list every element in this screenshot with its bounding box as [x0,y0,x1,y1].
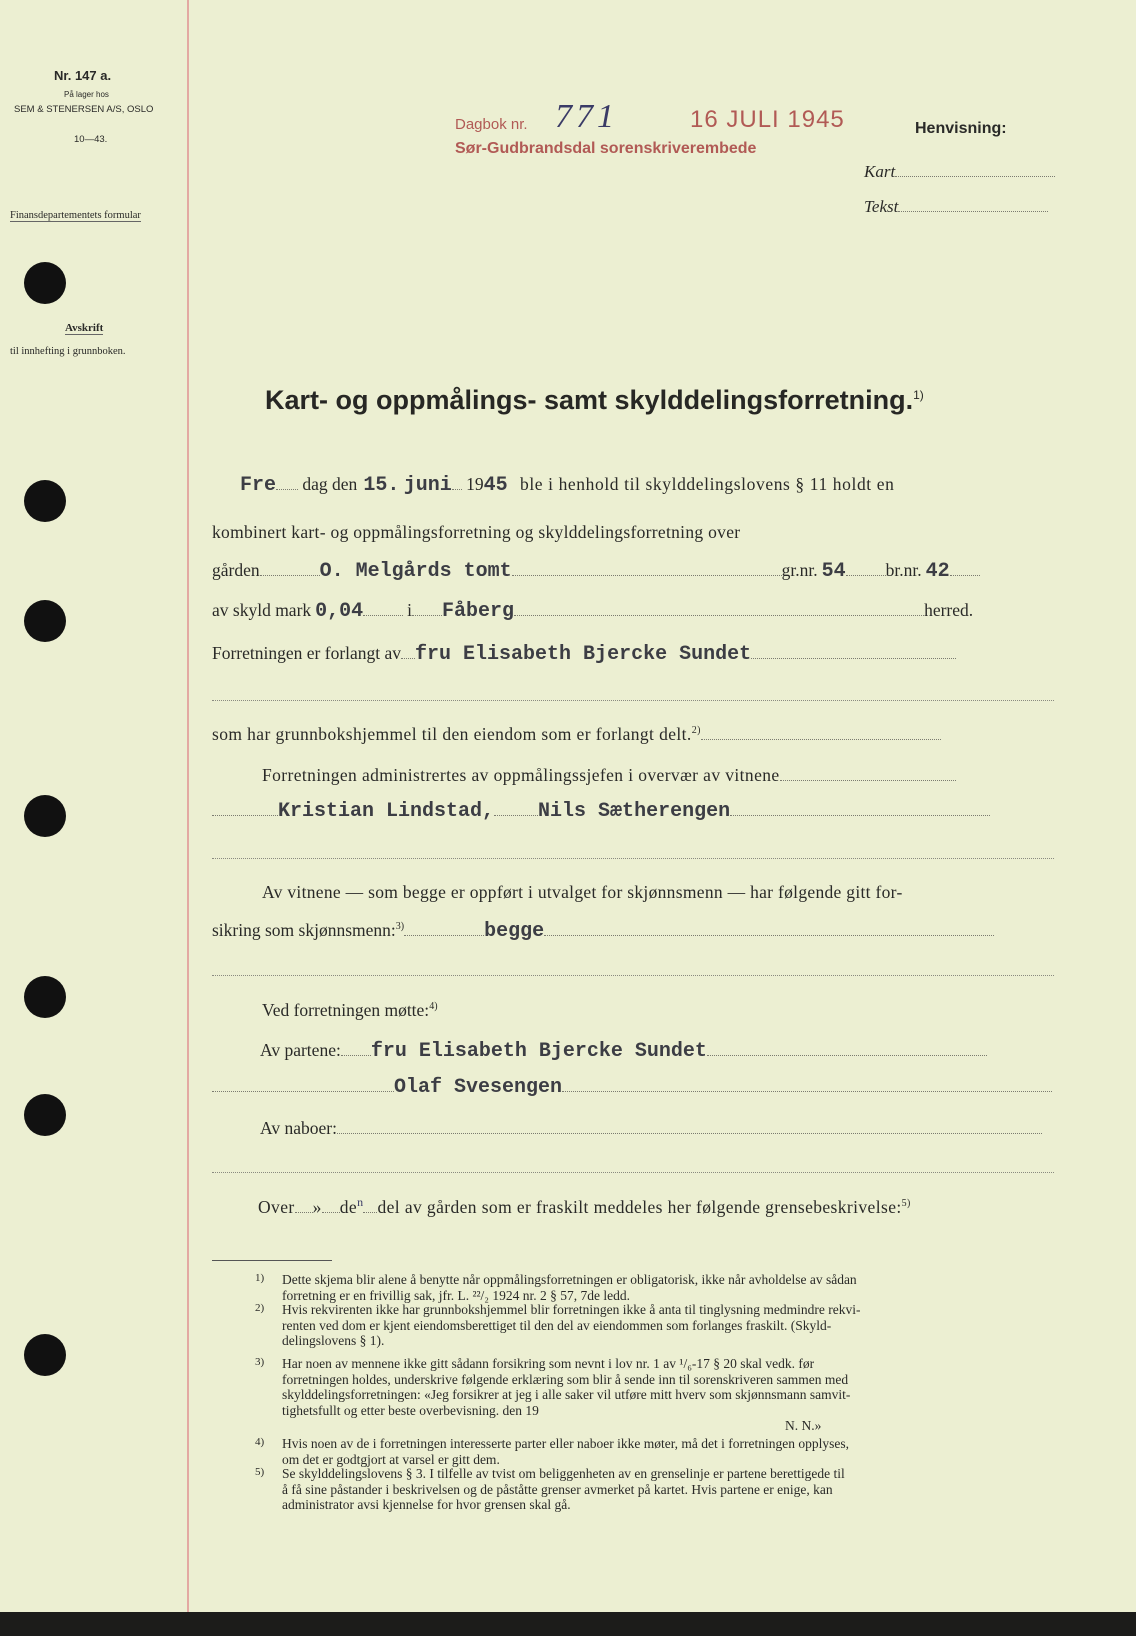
witness-2: Nils Sætherengen [538,800,731,823]
ministry-label: Finansdepartementets formular [10,210,141,221]
footnote-line: om det er godtgjort at varsel er gitt dem. [282,1451,500,1467]
punch-hole-icon [24,600,66,642]
intro-line: kombinert kart- og oppmålingsforretning og skylddelingsforretning over [212,522,741,542]
vitner-value: begge [484,920,545,943]
dagbok-number: 771 [555,98,618,135]
punch-hole-icon [24,795,66,837]
blank-line [212,1172,1054,1173]
date-day: 15. [363,474,400,497]
vitner-line-1: Av vitnene — som begge er oppført i utvalget for skjønnsmenn — har følgende gitt for- [262,882,903,902]
form-date-code: 10—43. [74,134,108,145]
date-month: juni [403,474,452,497]
footnote-mark: 5) [255,1466,265,1478]
footnote-line: Se skylddelingslovens § 3. I tilfelle av tvist om beliggenheten av en grenselinje er partene berettigede til [282,1466,845,1481]
punch-hole-icon [24,1334,66,1376]
title-note: 1) [913,388,924,402]
vitner-line-2: sikring som skjønnsmenn:$^{3)}$ begge [212,920,994,943]
herred-value: Fåberg [442,600,515,623]
day-prefix: Fre [240,474,277,497]
footnote-line: forretningen holdes, underskrive følgende erklæring som blir å sende inn til sorenskriveren sammen med [282,1371,849,1387]
witness-1: Kristian Lindstad, [278,800,495,823]
dagbok-label: Dagbok nr. [455,116,528,133]
footnote-line: å få sine påstander i beskrivelsen og de påståtte grenser avmerket på kartet. Hvis partene er enige, kan [282,1481,833,1497]
footnote-line: delingslovens § 1). [282,1333,385,1348]
blank-line [212,975,1054,976]
footnote-line: renten ved dom er kjent eiendomsberettiget til den del av eiendommen som forlanges fraskilt. (Skyld- [282,1317,832,1333]
blank-line [212,858,1054,859]
reference-tekst: Tekst [864,197,1048,217]
party-1: fru Elisabeth Bjercke Sundet [370,1040,707,1063]
copy-label: Avskrift [65,322,104,334]
motte-label: Ved forretningen møtte:$^{4)}$ [262,1000,438,1020]
footnote-line: tighetsfullt og etter beste overbevisning. den 19 [282,1402,539,1418]
footnote-line: Hvis rekvirenten ikke har grunnbokshjemmel blir forretningen ikke å anta til tinglysning medmindre rekvi- [282,1302,861,1317]
forlangt-value: fru Elisabeth Bjercke Sundet [415,643,752,666]
footnote-line: skylddelingsforretningen: «Jeg forsikrer at jeg i alle saker vil utføre mitt hverv som skjønnsmann samvit- [282,1387,851,1402]
over-line: Over » $de^n$ del av gården som er fraskilt meddeles her følgende grensebeskrivelse:$^{5)}$ [258,1195,911,1217]
stamp-date: 16 JULI 1945 [690,106,845,133]
date-line: Fre dag den 15. juni 1945 ble i henhold til skylddelingslovens § 11 holdt en [240,474,895,497]
footnote-line: Har noen av mennene ikke gitt sådann forsikring som nevnt i lov nr. 1 av ¹/₆-17 § 20 skal vedk. før [282,1356,815,1371]
margin-rule [187,0,189,1612]
garden-value: O. Melgårds tomt [319,560,512,583]
scan-border [0,1612,1136,1636]
date-year: 45 [483,474,508,497]
admin-line: Forretningen administrertes av oppmålingssjefen i overvær av vitnene [262,765,956,786]
grnr-value: 54 [821,560,846,583]
footnote-line: forretning er en frivillig sak, jfr. L. ²²/₂ 1924 nr. 2 § 57, 7de ledd. [282,1287,630,1303]
punch-hole-icon [24,262,66,304]
publisher-line: På lager hos [64,90,109,99]
copy-purpose: til innhefting i grunnboken. [10,346,126,357]
garden-line: gården O. Melgårds tomt gr.nr. 54 br.nr. 42 [212,560,980,583]
party-2-line [212,1076,1052,1099]
punch-hole-icon [24,480,66,522]
punch-hole-icon [24,1094,66,1136]
naboer-line: Av naboer: [260,1118,1042,1139]
footnote-mark: 1) [255,1272,265,1284]
forlangt-line: Forretningen er forlangt av fru Elisabeth Bjercke Sundet [212,643,956,666]
partene-line: Av partene: fru Elisabeth Bjercke Sundet [260,1040,987,1063]
footnote-line: administrator avsi kjennelse for hvor grensen skal gå. [282,1497,571,1512]
footnote-mark: 3) [255,1356,265,1368]
grunnbok-line: som har grunnbokshjemmel til den eiendom som er forlangt delt.$^{2)}$ [212,724,941,745]
footnote-line: Dette skjema blir alene å benytte når oppmålingsforretningen er obligatorisk, ikke når avholdelse av sådan [282,1272,857,1287]
punch-hole-icon [24,976,66,1018]
page-title: Kart- og oppmålings- samt skylddelingsforretning.$^{1)}$ [265,385,924,415]
footnote-mark: 4) [255,1436,265,1448]
reference-title: Henvisning: [915,120,1007,137]
footnote-line: N. N.» [785,1418,822,1433]
footnote-mark: 2) [255,1302,265,1314]
office-stamp: Sør-Gudbrandsdal sorenskriverembede [455,140,757,157]
skyld-value: 0,04 [315,600,364,623]
brnr-value: 42 [925,560,950,583]
party-2: Olaf Svesengen [394,1076,563,1099]
reference-kart: Kart [864,162,1055,182]
form-number: Nr. 147 a. [54,68,112,83]
witness-line [212,800,990,823]
blank-line [212,700,1054,701]
skyld-line: av skyld mark 0,04 i Fåberg herred. [212,600,974,623]
footnote-rule [212,1260,332,1261]
publisher-name: SEM & STENERSEN A/S, OSLO [14,104,154,115]
footnote-line: Hvis noen av de i forretningen interesserte parter eller naboer ikke møter, må det i forretningen opplyses, [282,1436,850,1451]
